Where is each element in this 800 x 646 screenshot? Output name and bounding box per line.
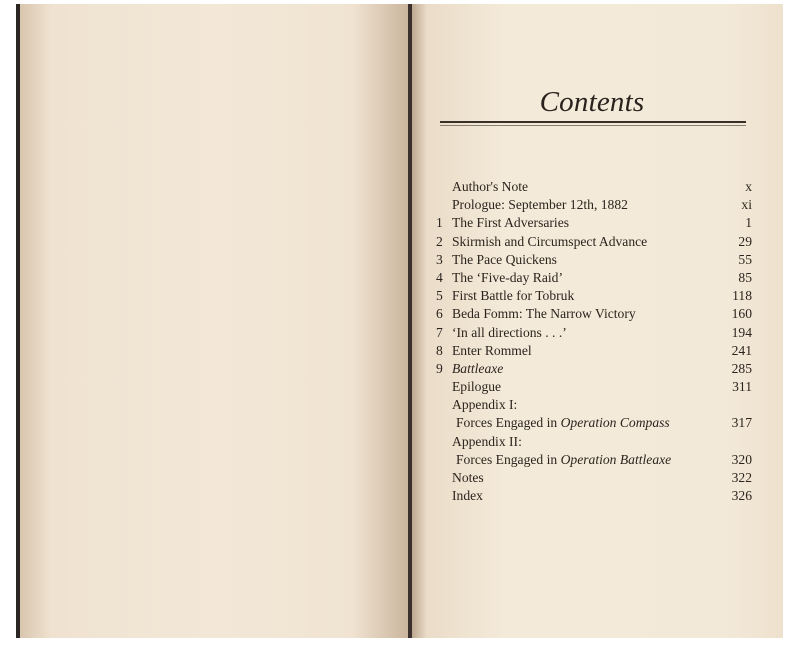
entry-title — [452, 360, 503, 378]
toc-entry — [436, 396, 752, 414]
entry-title-italic: Operation Compass — [560, 415, 670, 431]
chapter-number: 7 — [436, 324, 443, 340]
entry-title: Appendix II: — [452, 433, 522, 449]
page-number: x — [745, 179, 752, 194]
entry-title: Skirmish and Circumspect Advance — [452, 233, 648, 249]
toc-entry — [436, 469, 752, 487]
entry-title: Prologue: September 12th, 1882 — [452, 197, 628, 213]
entry-title-italic: Operation Battleaxe — [560, 451, 672, 467]
title-rule-thin — [440, 125, 746, 126]
toc-entry — [436, 378, 752, 396]
toc-entry — [436, 269, 752, 287]
page-number: 118 — [732, 288, 752, 304]
toc-entry — [436, 305, 752, 323]
entry-title-text: Forces Engaged in — [456, 415, 561, 431]
entry-title-text: Forces Engaged in — [456, 451, 561, 467]
toc-entry — [436, 487, 752, 505]
chapter-number: 6 — [436, 306, 443, 322]
entry-title: The First Adversaries — [452, 215, 570, 231]
toc-entry — [436, 251, 752, 269]
page-number: 285 — [731, 360, 752, 376]
entry-title: The Pace Quickens — [452, 251, 557, 267]
entry-title: Author's Note — [452, 179, 529, 194]
chapter-number: 5 — [436, 288, 443, 304]
chapter-number: 8 — [436, 342, 443, 358]
page-title: Contents — [539, 86, 645, 118]
entry-title — [456, 414, 670, 432]
toc-entry — [436, 196, 752, 214]
page-number: 1 — [745, 215, 752, 231]
toc-entry — [436, 414, 752, 432]
page-number: 29 — [738, 233, 752, 249]
entry-title — [456, 451, 671, 469]
toc-entry — [436, 233, 752, 251]
entry-title: Index — [452, 488, 483, 504]
title-rule — [440, 121, 746, 123]
entry-title: Appendix I: — [452, 397, 518, 413]
chapter-number: 2 — [436, 233, 443, 249]
toc-entry — [436, 433, 752, 451]
chapter-number: 1 — [436, 215, 443, 231]
entry-title: Notes — [452, 470, 484, 485]
chapter-number: 4 — [436, 269, 443, 285]
entry-title-italic: Battleaxe — [452, 360, 504, 376]
page-number: 317 — [731, 415, 752, 431]
entry-title: First Battle for Tobruk — [452, 288, 575, 304]
page-number: 326 — [731, 488, 752, 504]
toc-entry — [436, 451, 752, 469]
toc-entry — [436, 214, 752, 232]
entry-title: Beda Fomm: The Narrow Victory — [452, 306, 636, 322]
toc-entry — [436, 287, 752, 305]
page-number: 241 — [731, 342, 752, 358]
table-of-contents — [436, 178, 752, 505]
entry-title: Epilogue — [452, 379, 502, 395]
page-number: xi — [741, 197, 752, 213]
toc-entry — [436, 324, 752, 342]
page-number: 55 — [738, 251, 752, 267]
page-number: 311 — [732, 379, 752, 395]
page-number: 320 — [731, 451, 752, 467]
entry-title: Enter Rommel — [452, 342, 532, 358]
left-page — [20, 4, 411, 638]
page-number: 194 — [731, 324, 752, 340]
chapter-number: 9 — [436, 360, 443, 376]
page-number: 322 — [731, 470, 752, 485]
entry-title: ‘In all directions . . .’ — [452, 324, 567, 340]
toc-entry — [436, 178, 752, 196]
entry-title: The ‘Five-day Raid’ — [452, 269, 563, 285]
page-number: 85 — [738, 269, 752, 285]
chapter-number: 3 — [436, 251, 443, 267]
page-number: 160 — [731, 306, 752, 322]
toc-entry — [436, 342, 752, 360]
toc-entry — [436, 360, 752, 378]
